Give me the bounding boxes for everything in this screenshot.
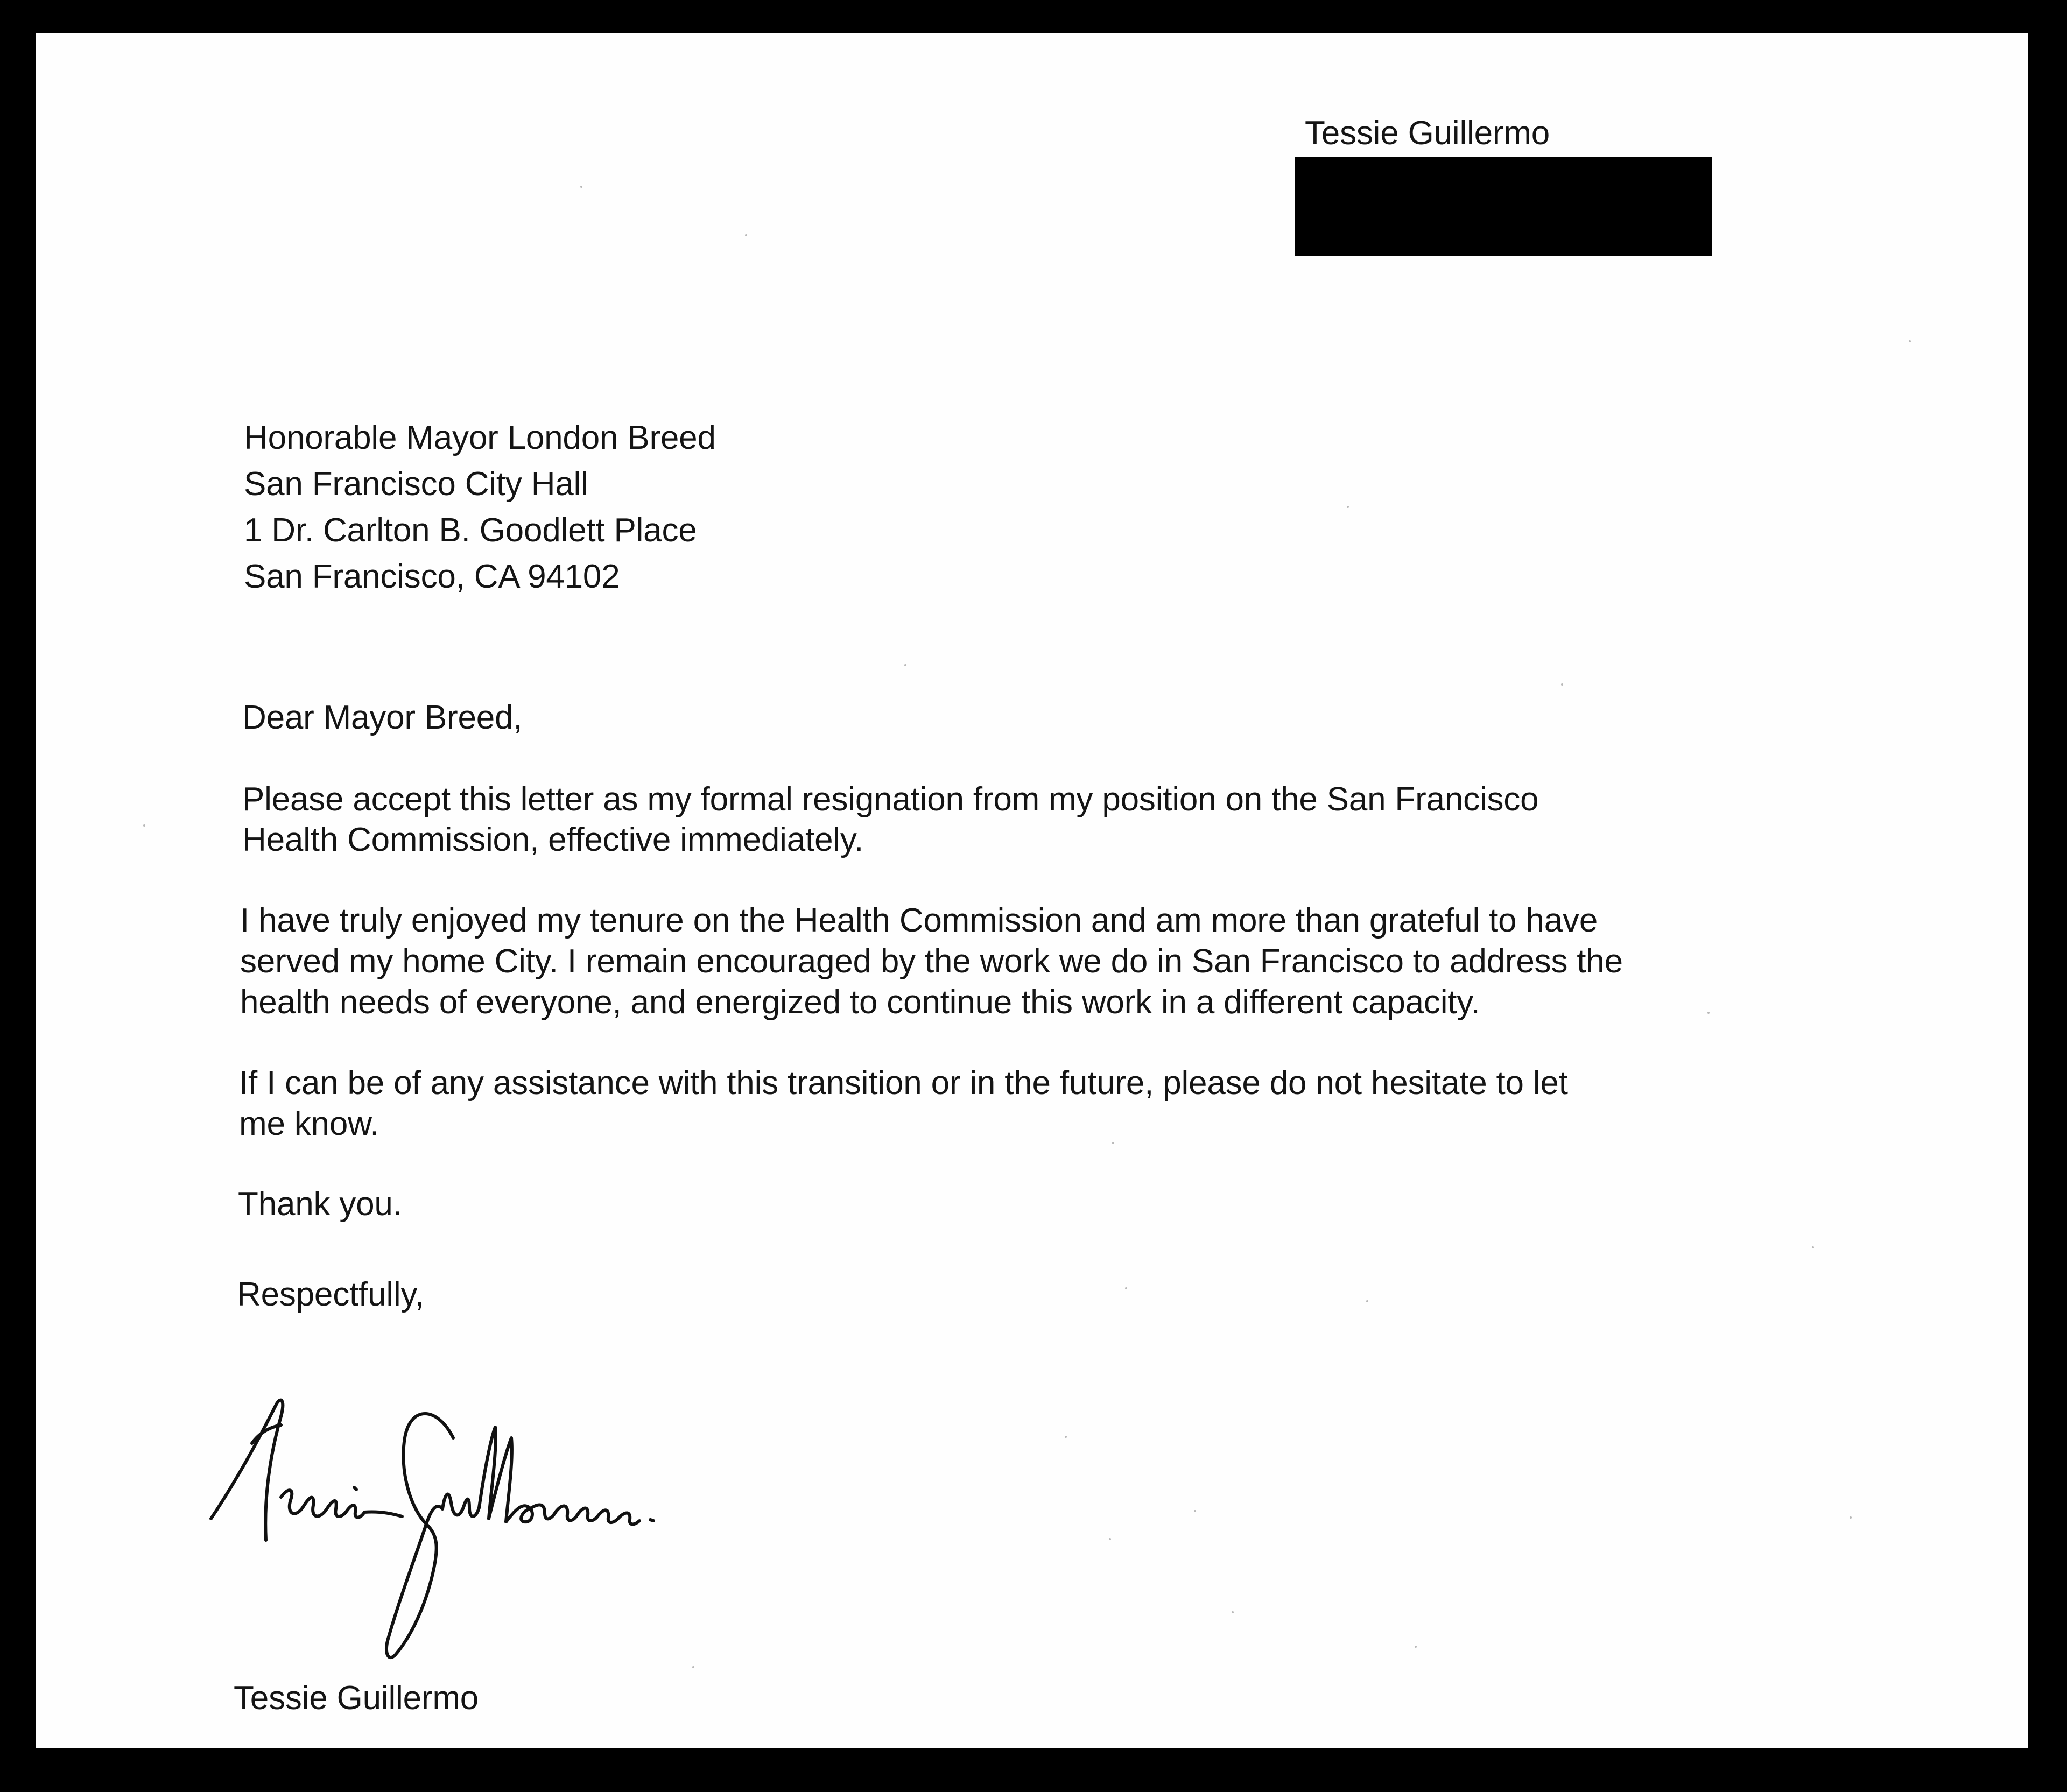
recipient-line: 1 Dr. Carlton B. Goodlett Place — [244, 512, 697, 549]
thank-you: Thank you. — [238, 1186, 402, 1223]
paragraph-line: I have truly enjoyed my tenure on the Health Commission and am more than grateful to have — [240, 902, 1598, 939]
printed-name: Tessie Guillermo — [234, 1680, 479, 1717]
scan-speck — [1194, 1510, 1196, 1512]
paragraph-line: If I can be of any assistance with this transition or in the future, please do not hesitate to let — [239, 1064, 1568, 1102]
recipient-line: San Francisco, CA 94102 — [244, 558, 620, 595]
sender-name: Tessie Guillermo — [1305, 115, 1550, 152]
signature-image — [200, 1384, 728, 1685]
recipient-line: Honorable Mayor London Breed — [244, 419, 716, 456]
scan-speck — [1112, 1142, 1114, 1144]
scan-speck — [904, 664, 906, 666]
closing: Respectfully, — [237, 1276, 424, 1313]
scan-speck — [1232, 1611, 1234, 1613]
scan-speck — [1850, 1516, 1852, 1519]
paragraph-line: served my home City. I remain encouraged by the work we do in San Francisco to address the — [240, 943, 1623, 980]
scan-speck — [1415, 1646, 1417, 1648]
scan-speck — [745, 234, 747, 236]
scan-speck — [143, 824, 145, 827]
redacted-address-block — [1295, 157, 1712, 256]
letter-page — [36, 33, 2028, 1748]
scan-speck — [1065, 1436, 1067, 1438]
paragraph-line: Please accept this letter as my formal resignation from my position on the San Francisco — [242, 781, 1539, 818]
scan-speck — [1109, 1538, 1111, 1540]
scan-speck — [1812, 1246, 1814, 1248]
scan-speck — [1366, 1300, 1368, 1302]
scan-speck — [1707, 1012, 1710, 1014]
scan-speck — [580, 186, 582, 188]
paragraph-line: me know. — [239, 1105, 379, 1142]
paragraph-line: Health Commission, effective immediately. — [242, 821, 864, 858]
paragraph-line: health needs of everyone, and energized to continue this work in a different capacity. — [240, 984, 1480, 1021]
salutation: Dear Mayor Breed, — [242, 699, 523, 736]
scan-speck — [1125, 1287, 1127, 1289]
scan-speck — [1909, 340, 1911, 342]
scan-speck — [1347, 506, 1349, 508]
recipient-line: San Francisco City Hall — [244, 465, 588, 503]
scan-speck — [1561, 683, 1563, 686]
